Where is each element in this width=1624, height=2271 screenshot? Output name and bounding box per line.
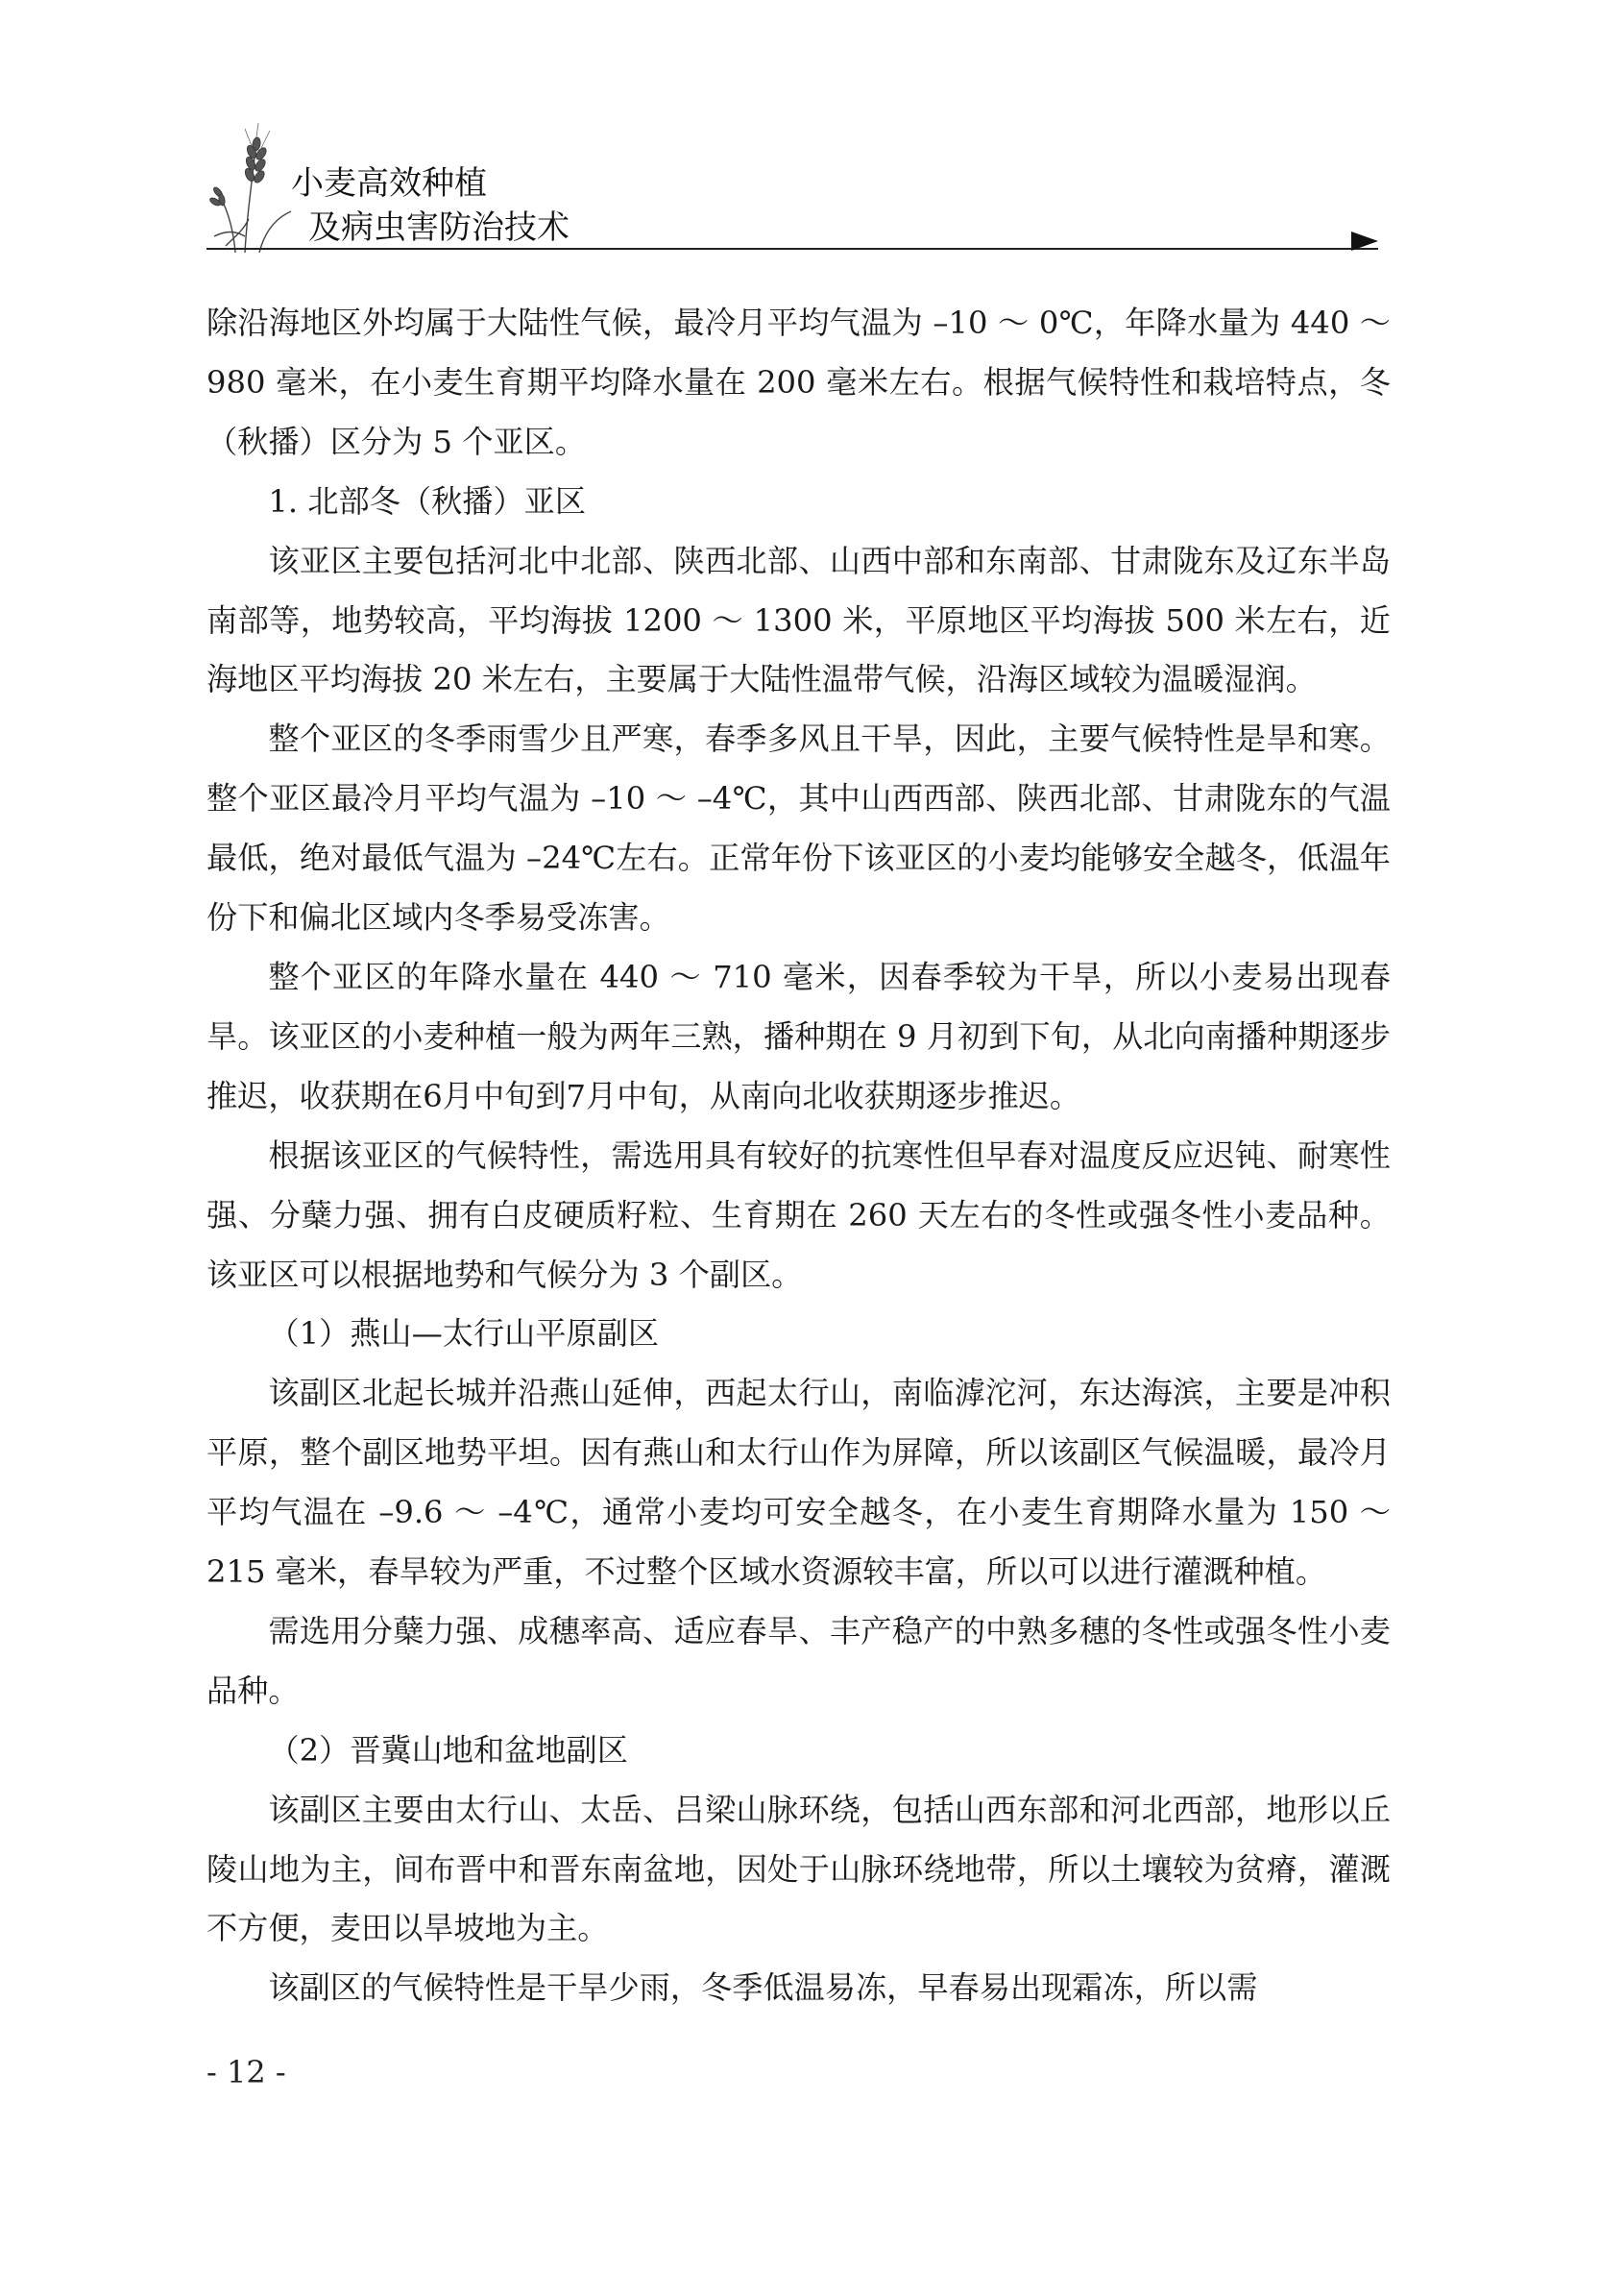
triangle-arrow-icon bbox=[1351, 232, 1378, 251]
running-header bbox=[206, 115, 1388, 255]
paragraph: 根据该亚区的气候特性，需选用具有较好的抗寒性但早春对温度反应迟钝、耐寒性强、分蘖力强、拥有白皮硬质籽粒、生育期在 260 天左右的冬性或强冬性小麦品种。该亚区可以根据地势和气候分为 3 个副区。 bbox=[206, 1136, 1391, 1293]
paragraph: 该亚区主要包括河北中北部、陕西北部、山西中部和东南部、甘肃陇东及辽东半岛南部等，地势较高，平均海拔 1200 ～ 1300 米，平原地区平均海拔 500 米左右，近海地区平均海拔 20 米左右，主要属于大陆性温带气候，沿海区域较为温暖湿润。 bbox=[206, 542, 1391, 698]
wheat-ear-logo-icon bbox=[206, 123, 298, 253]
paragraph: 该副区北起长城并沿燕山延伸，西起太行山，南临滹沱河，东达海滨，主要是冲积平原，整个副区地势平坦。因有燕山和太行山作为屏障，所以该副区气候温暖，最冷月平均气温在 –9.6 ～ –4℃，通常小麦均可安全越冬，在小麦生育期降水量为 150 ～ 215 毫米，春旱较为严重，不过整个区域水资源较丰富，所以可以进行灌溉种植。 bbox=[206, 1375, 1391, 1591]
paragraph: 整个亚区的冬季雨雪少且严寒，春季多风且干旱，因此，主要气候特性是旱和寒。整个亚区最冷月平均气温为 –10 ～ –4℃，其中山西西部、陕西北部、甘肃陇东的气温最低，绝对最低气温为 –24℃左右。正常年份下该亚区的小麦均能够安全越冬，低温年份下和偏北区域内冬季易受冻害。 bbox=[206, 720, 1391, 937]
book-title bbox=[291, 161, 570, 250]
paragraph: 需选用分蘖力强、成穗率高、适应春旱、丰产稳产的中熟多穗的冬性或强冬性小麦品种。 bbox=[206, 1612, 1391, 1709]
paragraph: 除沿海地区外均属于大陆性气候，最冷月平均气温为 –10 ～ 0℃，年降水量为 440 ～ 980 毫米，在小麦生育期平均降水量在 200 毫米左右。根据气候特性和栽培特点，冬（秋播）区分为 5 个亚区。 bbox=[206, 305, 1391, 460]
paragraph: 该副区的气候特性是干旱少雨，冬季低温易冻，早春易出现霜冻，所以需 bbox=[268, 1969, 1258, 2007]
section-heading: 1. 北部冬（秋播）亚区 bbox=[268, 482, 587, 520]
subsection-heading: （2）晋冀山地和盆地副区 bbox=[268, 1731, 628, 1769]
header-rule bbox=[206, 248, 1378, 250]
paragraph: 该副区主要由太行山、太岳、吕梁山脉环绕，包括山西东部和河北西部，地形以丘陵山地为主，间布晋中和晋东南盆地，因处于山脉环绕地带，所以土壤较为贫瘠，灌溉不方便，麦田以旱坡地为主。 bbox=[206, 1791, 1391, 1947]
book-title-line2: 及病虫害防治技术 bbox=[308, 208, 570, 247]
book-title-line1: 小麦高效种植 bbox=[291, 164, 487, 203]
body-text bbox=[206, 294, 1391, 2018]
subsection-heading: （1）燕山—太行山平原副区 bbox=[268, 1315, 660, 1353]
paragraph: 整个亚区的年降水量在 440 ～ 710 毫米，因春季较为干旱，所以小麦易出现春旱。该亚区的小麦种植一般为两年三熟，播种期在 9 月初到下旬，从北向南播种期逐步推迟，收获期在6月中旬到7月中旬，从南向北收获期逐步推迟。 bbox=[206, 958, 1391, 1114]
page-number: - 12 - bbox=[206, 2054, 286, 2090]
